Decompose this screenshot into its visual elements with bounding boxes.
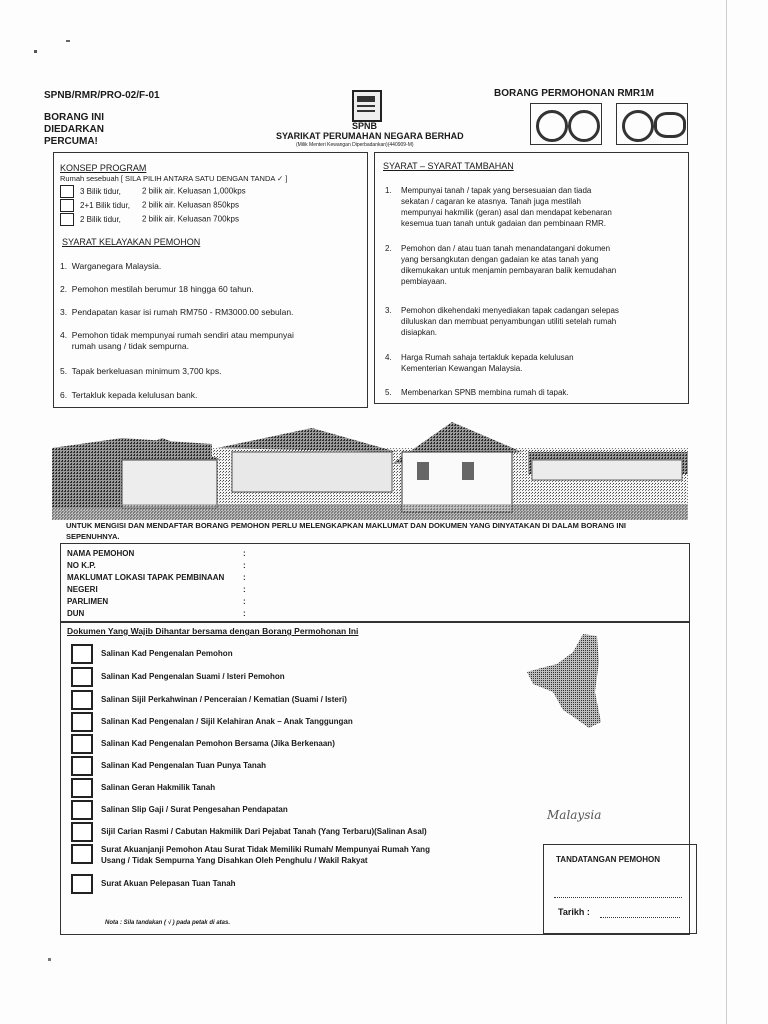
eligibility-item: 6. Tertakluk kepada kelulusan bank. <box>60 390 198 400</box>
document-label: Surat Akuanjanji Pemohon Atau Surat Tidak Memiliki Rumah/ Mempunyai Rumah Yang Usang / Tidak Sempurna Yang Disahkan Oleh Penghulu / Wakil Rakyat <box>101 845 430 865</box>
program-option[interactable]: 3 Bilik tidur, 2 bilik air. Keluasan 1,000kps <box>60 185 360 199</box>
cert-logo-left <box>530 103 602 145</box>
scan-page-edge <box>726 0 727 1024</box>
documents-panel <box>60 621 690 935</box>
eligibility-item: 2. Pemohon mestilah berumur 18 hingga 60 tahun. <box>60 284 254 294</box>
applicant-details <box>60 543 690 623</box>
document-label: Salinan Slip Gaji / Surat Pengesahan Pendapatan <box>101 805 288 814</box>
form-code: SPNB/RMR/PRO-02/F-01 <box>44 90 160 101</box>
document-checkbox[interactable] <box>71 712 93 732</box>
additional-panel <box>374 152 689 404</box>
additional-item: 3. Pemohon dikehendaki menyediakan tapak cadangan selepas diluluskan dan membuat penyambungan utiliti setelah rumah disiapkan. <box>385 306 619 337</box>
eligibility-item: 1. Warganegara Malaysia. <box>60 261 162 271</box>
document-label: Salinan Kad Pengenalan Tuan Punya Tanah <box>101 761 267 770</box>
site-location-field[interactable]: MAKLUMAT LOKASI TAPAK PEMBINAAN : <box>67 573 246 582</box>
signature-title: TANDATANGAN PEMOHON <box>556 855 660 864</box>
eligibility-item: rumah usang / tidak sempurna. <box>60 341 189 351</box>
scan-speckle <box>48 958 51 961</box>
document-checkbox[interactable] <box>71 667 93 687</box>
ic-number-field[interactable]: NO K.P. : <box>67 561 246 570</box>
date-line[interactable] <box>600 917 680 918</box>
instruction-text: UNTUK MENGISI DAN MENDAFTAR BORANG PEMOHON PERLU MELENGKAPKAN MAKLUMAT DAN DOKUMEN YANG DINYATAKAN DI DALAM BORANG INI SEPENUHNYA. <box>66 521 626 541</box>
spnb-logo <box>352 90 382 122</box>
org-subtitle: (Milik Menteri Kewangan Diperbadankan)(440909-M) <box>296 142 414 148</box>
program-intro: Rumah sesebuah [ SILA PILIH ANTARA SATU DENGAN TANDA ✓ ] <box>60 174 288 183</box>
signature-box <box>543 844 697 934</box>
free-notice-line: DIEDARKAN <box>44 124 104 135</box>
document-checkbox[interactable] <box>71 800 93 820</box>
document-label: Surat Akuan Pelepasan Tuan Tanah <box>101 879 236 888</box>
program-checkbox[interactable] <box>60 213 74 226</box>
program-heading: KONSEP PROGRAM <box>60 163 147 173</box>
logo-caption: SPNB <box>352 121 378 131</box>
scan-speckle <box>34 50 37 53</box>
state-field[interactable]: NEGERI : <box>67 585 246 594</box>
additional-heading: SYARAT – SYARAT TAMBAHAN <box>383 161 514 171</box>
eligibility-item: 3. Pendapatan kasar isi rumah RM750 - RM3000.00 sebulan. <box>60 307 294 317</box>
document-checkbox[interactable] <box>71 844 93 864</box>
eligibility-heading: SYARAT KELAYAKAN PEMOHON <box>62 237 201 247</box>
document-label: Salinan Geran Hakmilik Tanah <box>101 783 216 792</box>
program-panel <box>53 152 368 408</box>
document-label: Salinan Sijil Perkahwinan / Penceraian / Kematian (Suami / Isteri) <box>101 695 347 704</box>
eligibility-item: 5. Tapak berkeluasan minimum 3,700 kps. <box>60 366 222 376</box>
free-notice <box>44 112 104 148</box>
document-checkbox[interactable] <box>71 756 93 776</box>
date-label: Tarikh : <box>558 907 590 917</box>
document-label: Salinan Kad Pengenalan Pemohon <box>101 649 233 658</box>
documents-note: Nota : Sila tandakan ( √ ) pada petak di atas. <box>105 920 230 926</box>
details-list <box>67 548 246 620</box>
document-label: Salinan Kad Pengenalan / Sijil Kelahiran Anak – Anak Tanggungan <box>101 717 353 726</box>
program-option[interactable]: 2+1 Bilik tidur, 2 bilik air. Keluasan 850kps <box>60 199 360 213</box>
eligibility-item: 4. Pemohon tidak mempunyai rumah sendiri atau mempunyai <box>60 330 294 340</box>
house-illustration <box>52 408 688 520</box>
additional-item: 1. Mempunyai tanah / tapak yang bersesuaian dan tiada sekatan / cagaran ke atasnya. Tanah juga mestilah mempunyai hakmilik (geran) asal dan mendapat kebenaran kesemua tuan tanah untuk gadaian dan pembinaan RMR. <box>385 186 612 228</box>
name-field[interactable]: NAMA PEMOHON : <box>67 549 246 558</box>
free-notice-line: BORANG INI <box>44 112 104 123</box>
cert-logo-right <box>616 103 688 145</box>
scan-speckle <box>66 40 70 42</box>
parliament-field[interactable]: PARLIMEN : <box>67 597 246 606</box>
document-checkbox[interactable] <box>71 644 93 664</box>
additional-item: 5. Membenarkan SPNB membina rumah di tapak. <box>385 388 569 397</box>
malaysia-map-graphic <box>523 632 613 742</box>
document-label: Salinan Kad Pengenalan Suami / Isteri Pemohon <box>101 672 285 681</box>
dun-field[interactable]: DUN : <box>67 609 246 618</box>
document-checkbox[interactable] <box>71 822 93 842</box>
free-notice-line: PERCUMA! <box>44 136 98 147</box>
program-checkbox[interactable] <box>60 185 74 198</box>
house-photo-banner <box>52 408 688 520</box>
signature-line[interactable] <box>554 897 682 898</box>
additional-item: 4. Harga Rumah sahaja tertakluk kepada kelulusan Kementerian Kewangan Malaysia. <box>385 353 574 373</box>
documents-heading: Dokumen Yang Wajib Dihantar bersama dengan Borang Permohonan Ini <box>67 626 359 636</box>
form-title: BORANG PERMOHONAN RMR1M <box>494 88 654 99</box>
document-checkbox[interactable] <box>71 690 93 710</box>
program-options <box>60 185 360 227</box>
program-option[interactable]: 2 Bilik tidur, 2 bilik air. Keluasan 700kps <box>60 213 360 227</box>
document-label: Sijil Carian Rasmi / Cabutan Hakmilik Dari Pejabat Tanah (Yang Terbaru)(Salinan Asal) <box>101 827 427 836</box>
program-checkbox[interactable] <box>60 199 74 212</box>
document-label: Salinan Kad Pengenalan Pemohon Bersama (Jika Berkenaan) <box>101 739 335 748</box>
org-name: SYARIKAT PERUMAHAN NEGARA BERHAD <box>276 131 464 141</box>
malaysia-label: Malaysia <box>547 808 602 822</box>
additional-item: 2. Pemohon dan / atau tuan tanah menandatangani dokumen yang bersangkutan dengan gadaian ke atas tanah yang dikemukakan untuk menjamin pembayaran balik kemudahan pembiayaan. <box>385 244 617 286</box>
document-checkbox[interactable] <box>71 734 93 754</box>
document-checkbox[interactable] <box>71 778 93 798</box>
document-checkbox[interactable] <box>71 874 93 894</box>
